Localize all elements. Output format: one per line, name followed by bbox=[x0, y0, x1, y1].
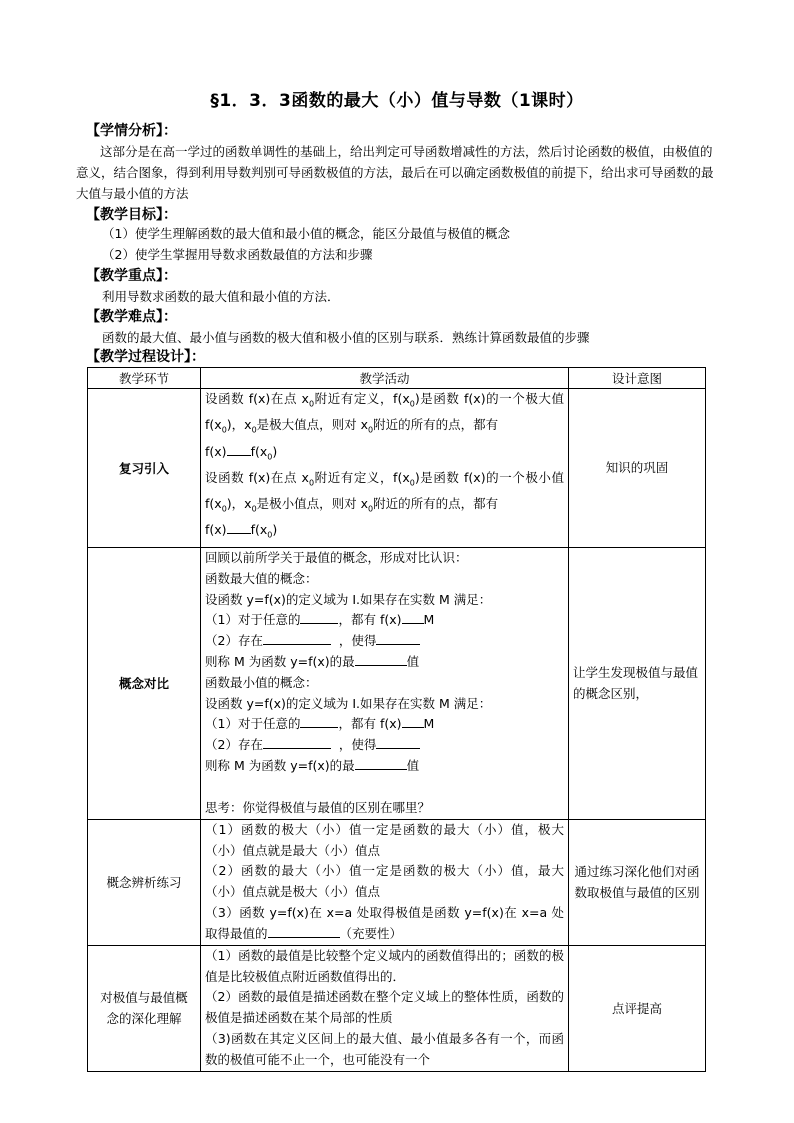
answer-blank[interactable] bbox=[376, 736, 420, 749]
page-title: §1．3．3函数的最大（小）值与导数（1课时） bbox=[210, 91, 584, 111]
activity-line: （1）对于任意的 ，都有 f(x) M bbox=[205, 716, 435, 732]
teaching-process-table bbox=[87, 367, 706, 1072]
activity-line: （2）存在 ，使得 bbox=[205, 735, 564, 756]
activity-line: （3）函数 y=f(x)在 x=a 处取得极值是函数 y=f(x)在 x=a 处取得最值的 （充要性） bbox=[205, 905, 564, 941]
stage-cell: 概念对比 bbox=[88, 547, 201, 819]
answer-blank[interactable] bbox=[355, 653, 407, 666]
nandian-text: 函数的最大值、最小值与函数的极大值和极小值的区别与联系．熟练计算函数最值的步骤 bbox=[102, 330, 590, 345]
empty-line bbox=[205, 777, 564, 798]
activity-line: 函数最大值的概念： bbox=[205, 570, 318, 586]
header-intent: 设计意图 bbox=[569, 368, 706, 389]
stage-cell: 概念辨析练习 bbox=[88, 819, 201, 945]
answer-blank[interactable] bbox=[263, 736, 331, 749]
answer-blank[interactable] bbox=[402, 611, 424, 624]
activity-line: （1）函数的最值是比较整个定义域内的函数值得出的；函数的极值是比较极值点附近函数值得出的． bbox=[205, 947, 564, 984]
activity-line: f(x) $f(x_0)$ bbox=[205, 522, 278, 540]
activity-line: （3)函数在其定义区间上的最大值、最小值最多各有一个，而函数的极值可能不止一个，也可能没有一个 bbox=[205, 1031, 564, 1067]
activity-line: 设函数 f(x)在点 $x_0$附近有定义，$f(x_0)$是函数 f(x)的一个极小值 $f(x_0)$，$x_0$是极小值点，则对 $x_0$附近的所有的点，都有 bbox=[205, 469, 564, 514]
activity-line: f(x) $f(x_0)$ bbox=[205, 443, 278, 462]
activity-line: 函数最小值的概念： bbox=[205, 674, 318, 690]
answer-blank[interactable] bbox=[300, 715, 338, 728]
table-row-concept-practice bbox=[88, 819, 706, 945]
intent-cell: 点评提高 bbox=[569, 945, 706, 1071]
activity-line: 回顾以前所学关于最值的概念，形成对比认识： bbox=[205, 550, 468, 566]
activity-line: 则称 M 为函数 y=f(x)的最 值 bbox=[205, 654, 420, 670]
xueqing-paragraph bbox=[76, 141, 718, 204]
activity-line: （2）存在 ，使得 bbox=[205, 631, 564, 652]
table-header-row bbox=[88, 368, 706, 389]
answer-blank[interactable] bbox=[376, 632, 420, 645]
header-stage: 教学环节 bbox=[88, 368, 201, 389]
section-heading-xueqing: 【学情分析】： bbox=[86, 123, 177, 139]
activity-line: 设函数 y=f(x)的定义域为 I.如果存在实数 M 满足： bbox=[205, 591, 492, 607]
stage-cell: 对极值与最值概念的深化理解 bbox=[88, 945, 201, 1071]
answer-blank[interactable] bbox=[402, 715, 424, 728]
activity-line: 则称 M 为函数 y=f(x)的最 值 bbox=[205, 758, 420, 774]
intent-cell: 知识的巩固 bbox=[569, 389, 706, 548]
activity-cell bbox=[201, 819, 569, 945]
activity-cell bbox=[201, 945, 569, 1071]
table-row-deepen bbox=[88, 945, 706, 1071]
section-heading-nandian: 【教学难点】： bbox=[86, 309, 177, 325]
activity-line: 思考：你觉得极值与最值的区别在哪里？ bbox=[205, 799, 431, 815]
zhongdian-text: 利用导数求函数的最大值和最小值的方法． bbox=[102, 289, 340, 304]
intent-cell: 让学生发现极值与最值的概念区别， bbox=[569, 547, 706, 819]
answer-blank[interactable] bbox=[227, 521, 251, 534]
activity-line: 设函数 y=f(x)的定义域为 I.如果存在实数 M 满足： bbox=[205, 695, 492, 711]
activity-cell bbox=[201, 389, 569, 548]
mubiao-item-1: （1）使学生理解函数的最大值和最小值的概念，能区分最值与极值的概念 bbox=[102, 226, 510, 241]
section-heading-guocheng: 【教学过程设计】： bbox=[86, 349, 205, 365]
answer-blank[interactable] bbox=[268, 925, 340, 938]
stage-cell: 复习引入 bbox=[88, 389, 201, 548]
activity-line: （1）对于任意的 ，都有 f(x) M bbox=[205, 612, 435, 628]
intent-cell: 通过练习深化他们对函数取极值与最值的区别 bbox=[569, 819, 706, 945]
activity-line: （1）函数的极大（小）值一定是函数的最大（小）值，极大（小）值点就是最大（小）值点 bbox=[205, 821, 564, 858]
section-heading-mubiao: 【教学目标】： bbox=[86, 207, 177, 223]
activity-line: 设函数 f(x)在点 $x_0$附近有定义，$f(x_0)$是函数 f(x)的一个极大值 $f(x_0)$，$x_0$是极大值点，则对 $x_0$附近的所有的点，都有 bbox=[205, 391, 564, 435]
table-row-review bbox=[88, 389, 706, 548]
xueqing-text: 这部分是在高一学过的函数单调性的基础上，给出判定可导函数增减性的方法，然后讨论函数的极值，由极值的意义，结合图象，得到利用导数判别可导函数极值的方法，最后在可以确定函数极值的前提下，给出求可导函数的最大值与最小值的方法 bbox=[76, 144, 714, 201]
mubiao-item-2: （2）使学生掌握用导数求函数最值的方法和步骤 bbox=[102, 247, 373, 262]
activity-cell bbox=[201, 547, 569, 819]
answer-blank[interactable] bbox=[300, 611, 338, 624]
answer-blank[interactable] bbox=[355, 757, 407, 770]
answer-blank[interactable] bbox=[263, 632, 331, 645]
activity-line: （2）函数的最大（小）值一定是函数的极大（小）值，最大（小）值点就是极大（小）值点 bbox=[205, 863, 564, 900]
table-row-concept-compare bbox=[88, 547, 706, 819]
section-heading-zhongdian: 【教学重点】： bbox=[86, 268, 177, 284]
answer-blank[interactable] bbox=[227, 443, 251, 456]
header-activity: 教学活动 bbox=[201, 368, 569, 389]
activity-line: （2）函数的最值是描述函数在整个定义域上的整体性质，函数的极值是描述函数在某个局部的性质 bbox=[205, 989, 564, 1026]
